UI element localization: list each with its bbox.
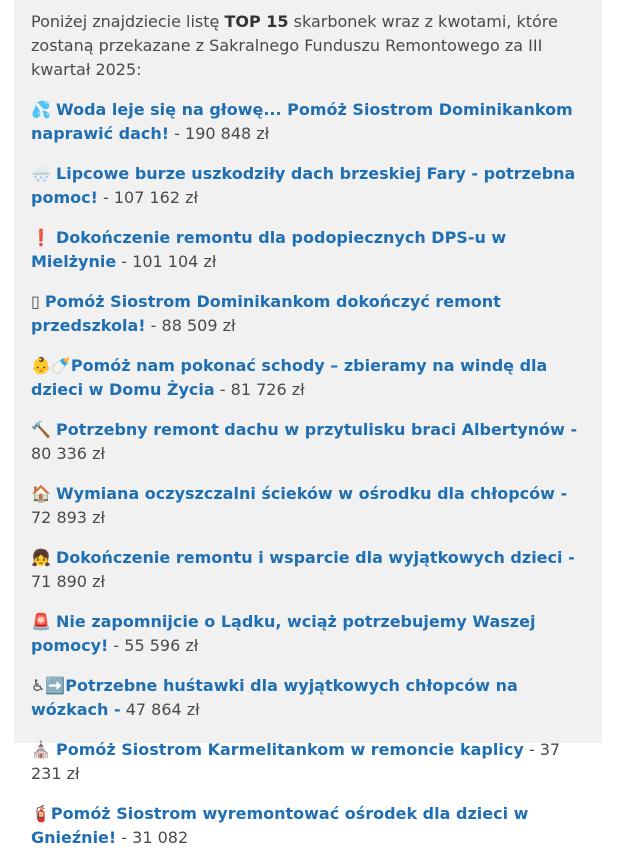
content-panel: [14, 0, 602, 847]
water-drops-icon: 💦: [31, 100, 51, 119]
list-item: [31, 674, 585, 722]
fundraiser-amount: 71 890 zł: [31, 572, 106, 591]
fire-extinguisher-icon: 🧯: [31, 804, 51, 823]
list-item: [31, 546, 585, 594]
house-icon: 🏠: [31, 484, 51, 503]
fundraiser-amount: - 55 596 zł: [108, 636, 199, 655]
intro-prefix: Poniżej znajdziecie listę: [31, 12, 225, 31]
fundraiser-link[interactable]: Lipcowe burze uszkodziły dach brzeskiej Fary - potrzebna pomoc!: [31, 164, 576, 207]
siren-icon: 🚨: [31, 612, 51, 631]
list-item: [31, 98, 585, 146]
child-icon: 👧: [31, 548, 51, 567]
fundraiser-link[interactable]: Dokończenie remontu dla podopiecznych DPS-u w Mielżynie: [31, 228, 507, 271]
fundraiser-link[interactable]: Dokończenie remontu i wsparcie dla wyjątkowych dzieci -: [56, 548, 575, 567]
list-item: [31, 226, 585, 274]
storm-cloud-icon: 🌨️: [31, 164, 51, 183]
list-item: [31, 482, 585, 530]
church-icon: ⛪: [31, 740, 51, 759]
list-item: [31, 738, 585, 786]
fundraiser-amount: - 31 082: [116, 828, 189, 847]
fundraiser-link[interactable]: Pomóż Siostrom Karmelitankom w remoncie kaplicy: [56, 740, 524, 759]
fundraiser-amount: - 101 104 zł: [116, 252, 217, 271]
list-item: [31, 610, 585, 658]
fundraiser-link[interactable]: Potrzebny remont dachu w przytulisku braci Albertynów -: [56, 420, 578, 439]
fundraiser-amount: - 107 162 zł: [97, 188, 199, 207]
fundraiser-link[interactable]: Woda leje się na głowę... Pomóż Siostrom Dominikankom naprawić dach!: [31, 100, 573, 143]
missing-glyph-icon: ▯: [31, 292, 40, 311]
fundraiser-amount: - 81 726 zł: [214, 380, 305, 399]
fundraiser-amount: 47 864 zł: [120, 700, 200, 719]
fundraiser-link[interactable]: Pomóż Siostrom wyremontować ośrodek dla dzieci w Gnieźnie!: [31, 804, 529, 847]
list-item: [31, 162, 585, 210]
fundraiser-amount: - 37 231 zł: [31, 740, 561, 783]
list-item: [31, 802, 585, 850]
fundraiser-amount: 72 893 zł: [31, 508, 106, 527]
fundraiser-amount: - 190 848 zł: [169, 124, 270, 143]
fundraiser-amount: - 88 509 zł: [145, 316, 236, 335]
exclamation-icon: ❗: [31, 228, 51, 247]
intro-suffix: skarbonek wraz z kwotami, które zostaną przekazane z Sakralnego Funduszu Remontowego za III kwartał 2025:: [31, 12, 558, 79]
baby-bottle-icon: 👶🍼: [31, 356, 71, 375]
hammer-icon: 🔨: [31, 420, 51, 439]
fundraiser-amount: 80 336 zł: [31, 444, 106, 463]
list-item: [31, 354, 585, 402]
fundraiser-link[interactable]: Wymiana oczyszczalni ścieków w ośrodku dla chłopców -: [56, 484, 568, 503]
wheelchair-arrow-icon: ♿➡️: [31, 676, 66, 695]
fundraiser-link[interactable]: Pomóż Siostrom Dominikankom dokończyć remont przedszkola!: [31, 292, 501, 335]
intro-highlight: TOP 15: [224, 12, 289, 31]
fundraiser-link[interactable]: Nie zapomnijcie o Lądku, wciąż potrzebujemy Waszej pomocy!: [31, 612, 536, 655]
fundraiser-link[interactable]: Pomóż nam pokonać schody – zbieramy na windę dla dzieci w Domu Życia: [31, 356, 548, 399]
list-item: [31, 418, 585, 466]
intro-text: [31, 10, 585, 82]
fundraiser-link[interactable]: Potrzebne huśtawki dla wyjątkowych chłopców na wózkach -: [31, 676, 518, 719]
list-item: [31, 290, 585, 338]
